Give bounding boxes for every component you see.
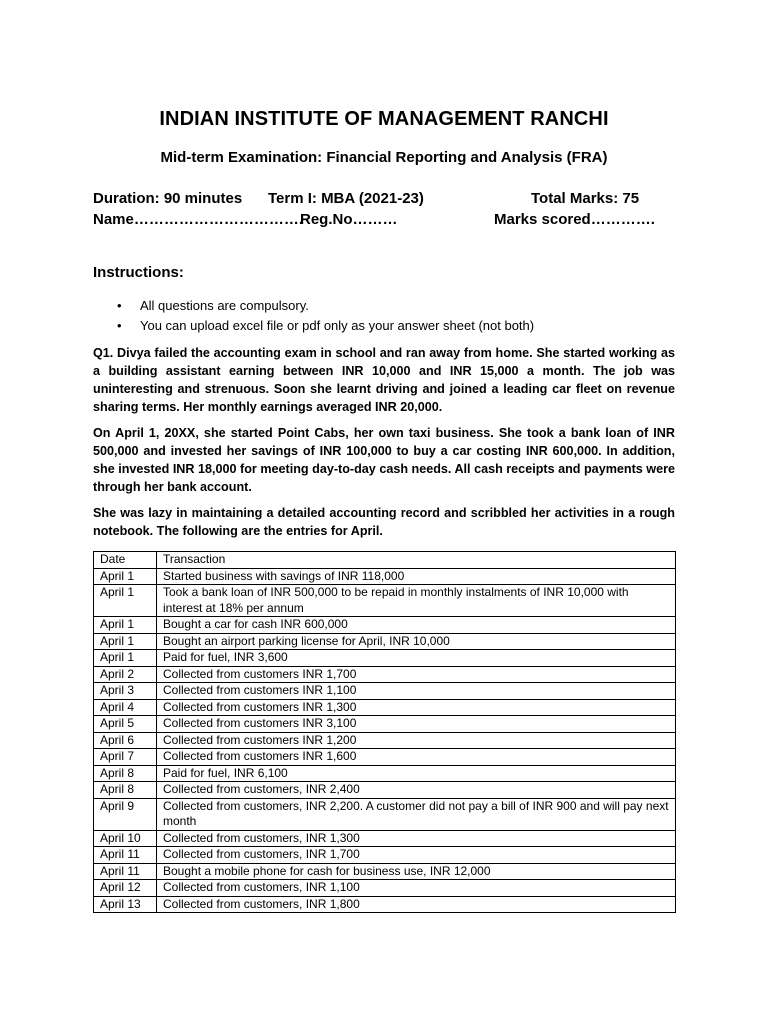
table-row <box>94 765 676 782</box>
date-cell: April 1 <box>94 633 157 650</box>
instruction-item <box>93 316 534 336</box>
transaction-cell: Collected from customers, INR 1,300 <box>157 830 676 847</box>
transaction-cell: Bought a mobile phone for cash for business use, INR 12,000 <box>157 863 676 880</box>
transaction-cell: Collected from customers INR 1,300 <box>157 699 676 716</box>
transaction-cell: Collected from customers, INR 1,800 <box>157 896 676 913</box>
date-column-header: Date <box>94 552 157 569</box>
name-field: Name……………………………. <box>93 211 304 228</box>
table-row <box>94 650 676 667</box>
date-cell: April 4 <box>94 699 157 716</box>
term-label: Term I: MBA (2021-23) <box>268 190 424 207</box>
duration-label: Duration: 90 minutes <box>93 190 243 207</box>
date-cell: April 1 <box>94 617 157 634</box>
date-cell: April 9 <box>94 798 157 830</box>
date-cell: April 11 <box>94 863 157 880</box>
instructions-heading: Instructions: <box>93 264 184 281</box>
transactions-table <box>93 551 676 913</box>
instructions-list <box>93 296 534 336</box>
table-row <box>94 830 676 847</box>
table-row <box>94 699 676 716</box>
transaction-cell: Collected from customers INR 1,100 <box>157 683 676 700</box>
question-paragraph-3: She was lazy in maintaining a detailed accounting record and scribbled her activities in a rough notebook. The following are the entries for April. <box>93 506 675 538</box>
transaction-cell: Bought a car for cash INR 600,000 <box>157 617 676 634</box>
bullet-icon: • <box>117 298 122 313</box>
table-row <box>94 798 676 830</box>
date-cell: April 1 <box>94 568 157 585</box>
date-cell: April 1 <box>94 585 157 617</box>
instruction-item <box>93 296 534 316</box>
table-row <box>94 732 676 749</box>
transaction-cell: Collected from customers INR 1,600 <box>157 749 676 766</box>
date-cell: April 7 <box>94 749 157 766</box>
table-row <box>94 585 676 617</box>
table-row <box>94 617 676 634</box>
transaction-cell: Collected from customers, INR 2,400 <box>157 782 676 799</box>
transaction-cell: Paid for fuel, INR 3,600 <box>157 650 676 667</box>
date-cell: April 1 <box>94 650 157 667</box>
reg-no-field: Reg.No……… <box>300 211 398 228</box>
table-row <box>94 896 676 913</box>
date-cell: April 2 <box>94 666 157 683</box>
table-row <box>94 683 676 700</box>
table-row <box>94 847 676 864</box>
transaction-cell: Started business with savings of INR 118,000 <box>157 568 676 585</box>
table-body <box>94 568 676 913</box>
exam-subtitle: Mid-term Examination: Financial Reporting and Analysis (FRA) <box>160 149 608 166</box>
transaction-cell: Took a bank loan of INR 500,000 to be repaid in monthly instalments of INR 10,000 with interest at 18% per annum <box>157 585 676 617</box>
institute-title: INDIAN INSTITUTE OF MANAGEMENT RANCHI <box>159 108 609 130</box>
question-paragraph-1: Q1. Divya failed the accounting exam in school and ran away from home. She started working as a building assistant earning between INR 10,000 and INR 15,000 a month. The job was uninteresting and strenuous. Soon she learnt driving and joined a leading car fleet on revenue sharing terms. Her monthly earnings averaged INR 20,000. <box>93 346 675 414</box>
date-cell: April 5 <box>94 716 157 733</box>
table-header-row <box>94 552 676 569</box>
transaction-cell: Collected from customers, INR 2,200. A customer did not pay a bill of INR 900 and will pay next month <box>157 798 676 830</box>
total-marks-label: Total Marks: 75 <box>531 190 640 207</box>
table-row <box>94 880 676 897</box>
table-row <box>94 568 676 585</box>
instruction-text: You can upload excel file or pdf only as your answer sheet (not both) <box>140 318 535 333</box>
table-row <box>94 633 676 650</box>
table-row <box>94 782 676 799</box>
date-cell: April 3 <box>94 683 157 700</box>
transaction-cell: Collected from customers INR 3,100 <box>157 716 676 733</box>
date-cell: April 8 <box>94 782 157 799</box>
date-cell: April 6 <box>94 732 157 749</box>
date-cell: April 12 <box>94 880 157 897</box>
transaction-column-header: Transaction <box>157 552 676 569</box>
marks-scored-field: Marks scored…………. <box>494 211 655 228</box>
transaction-cell: Collected from customers, INR 1,700 <box>157 847 676 864</box>
bullet-icon: • <box>117 318 122 333</box>
transaction-cell: Collected from customers INR 1,700 <box>157 666 676 683</box>
table-row <box>94 863 676 880</box>
instruction-text: All questions are compulsory. <box>140 298 309 313</box>
question-paragraph-2: On April 1, 20XX, she started Point Cabs, her own taxi business. She took a bank loan of INR 500,000 and invested her savings of INR 100,000 to buy a car costing INR 600,000. In addition, she invested INR 18,000 for meeting day-to-day cash needs. All cash receipts and payments were through her bank account. <box>93 426 675 494</box>
table-row <box>94 716 676 733</box>
transaction-cell: Collected from customers, INR 1,100 <box>157 880 676 897</box>
table-row <box>94 749 676 766</box>
date-cell: April 10 <box>94 830 157 847</box>
table-row <box>94 666 676 683</box>
transaction-cell: Bought an airport parking license for April, INR 10,000 <box>157 633 676 650</box>
date-cell: April 8 <box>94 765 157 782</box>
transaction-cell: Paid for fuel, INR 6,100 <box>157 765 676 782</box>
date-cell: April 13 <box>94 896 157 913</box>
transaction-cell: Collected from customers INR 1,200 <box>157 732 676 749</box>
date-cell: April 11 <box>94 847 157 864</box>
